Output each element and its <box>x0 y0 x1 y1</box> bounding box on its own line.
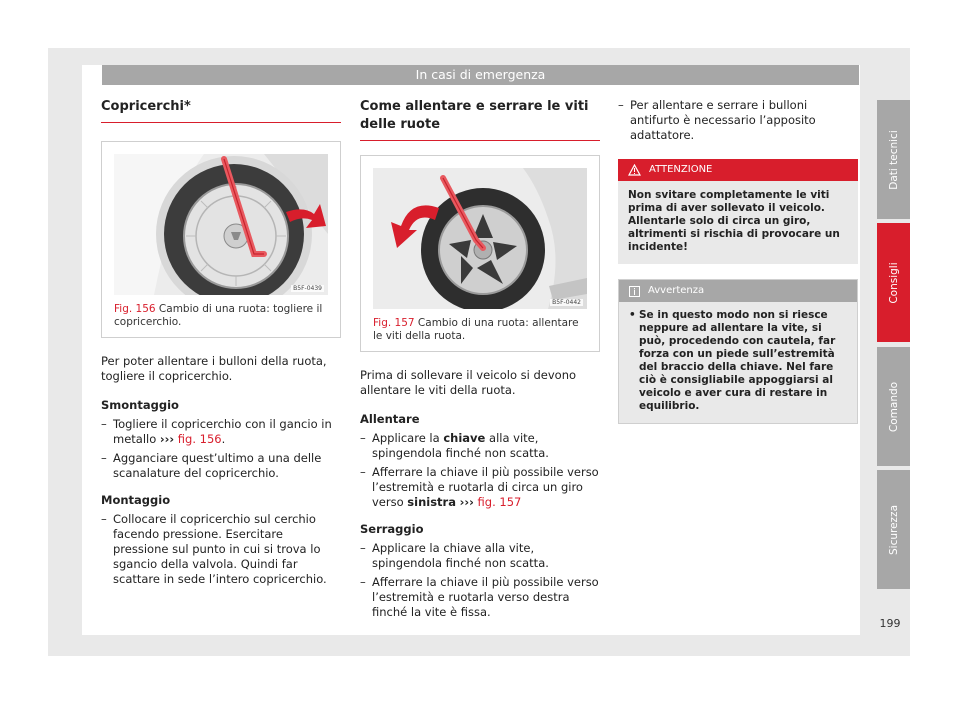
info-icon <box>629 286 640 297</box>
step-text: Applicare la <box>372 431 440 445</box>
note-box <box>618 279 858 424</box>
montaggio-steps <box>101 512 341 587</box>
list-item: – Afferrare la chiave il più possibile verso l’estremità e ruotarla verso destra finché la vite è fissa. <box>360 575 600 620</box>
warning-triangle-icon <box>628 164 641 176</box>
allentare-steps <box>360 431 600 510</box>
serraggio-steps <box>360 541 600 620</box>
note-text-block <box>619 302 857 423</box>
chapter-header: In casi di emergenza <box>102 65 859 85</box>
column-notes <box>618 98 858 424</box>
figure-link[interactable] <box>460 495 522 509</box>
page-number: 199 <box>879 617 901 630</box>
warning-box <box>618 159 858 264</box>
list-item <box>360 431 600 461</box>
figure-number: Fig. 157 <box>373 317 415 329</box>
list-item <box>101 417 341 447</box>
reference-arrows: ››› <box>459 495 474 509</box>
smontaggio-steps <box>101 417 341 481</box>
warning-header <box>618 159 858 181</box>
tab-label: Comando <box>887 381 900 432</box>
intro-paragraph: Prima di sollevare il veicolo si devono allentare le viti della ruota. <box>360 368 577 397</box>
tab-comando[interactable] <box>877 347 910 466</box>
step-bold: chiave <box>443 431 486 445</box>
hubcap-removal-illustration <box>114 154 328 295</box>
figure-156 <box>101 141 341 338</box>
note-header <box>619 280 857 302</box>
step-end: . <box>221 432 226 446</box>
section-title-copricerchi: Copricerchi* <box>101 98 341 123</box>
step-bold: sinistra <box>407 495 456 509</box>
step-text: Afferrare la chiave il più possibile verso l’estremità e ruotarla di circa un giro verso <box>372 465 599 509</box>
adapter-step <box>618 98 858 143</box>
figure-number: Fig. 156 <box>114 303 156 315</box>
column-copricerchi <box>101 98 341 587</box>
heading-montaggio: Montaggio <box>101 493 171 507</box>
list-item: – Per allentare e serrare i bulloni antifurto è necessario l’apposito adattatore. <box>618 98 858 143</box>
list-item: – Applicare la chiave alla vite, spingendola finché non scatta. <box>360 541 600 571</box>
list-item <box>360 465 600 510</box>
section-title-viti: Come allentare e serrare le viti delle ruote <box>360 98 600 141</box>
figure-157 <box>360 155 600 352</box>
intro-paragraph: Per poter allentare i bulloni della ruota, togliere il copricerchio. <box>101 354 327 383</box>
heading-smontaggio: Smontaggio <box>101 398 179 412</box>
figure-code: B5F-0439 <box>293 285 322 292</box>
tab-label: Consigli <box>887 261 900 304</box>
warning-text: Non svitare completamente le viti prima di aver sollevato il veicolo. Allentarle solo di circa un giro, altrimenti si rischia di provocare un incidente! <box>628 189 840 253</box>
figure-reference: fig. 156 <box>177 432 222 446</box>
warning-label: ATTENZIONE <box>649 164 713 175</box>
figure-caption <box>102 295 340 337</box>
figure-caption-text: Cambio di una ruota: togliere il copricerchio. <box>114 303 323 328</box>
step-text: Togliere il copricerchio con il gancio in metallo <box>113 417 332 446</box>
step-text: alla vite, spingendola finché non scatta. <box>372 431 549 460</box>
heading-allentare: Allentare <box>360 412 420 426</box>
tab-label: Dati tecnici <box>887 129 900 190</box>
tab-consigli[interactable] <box>877 223 910 342</box>
list-item: – Collocare il copricerchio sul cerchio facendo pressione. Esercitare pressione sul punto in cui si trova lo sgancio della valvola. Quindi far scattare in sede l’intero copricerchio. <box>101 512 341 587</box>
note-text: Se in questo modo non si riesce neppure ad allentare la vite, si può, procedendo con cautela, far forza con un piede sull’estremità del braccio della chiave. Nel fare ciò è consigliabile appoggiarsi al veicolo e aver cura di restare in equilibrio. <box>639 309 836 412</box>
figure-caption <box>361 309 599 351</box>
heading-serraggio: Serraggio <box>360 522 424 536</box>
figure-reference: fig. 157 <box>477 495 522 509</box>
bullet: • <box>629 309 636 321</box>
list-item: – Agganciare quest’ultimo a una delle scanalature del copricerchio. <box>101 451 341 481</box>
column-viti-ruote <box>360 98 600 620</box>
tab-dati-tecnici[interactable] <box>877 100 910 219</box>
note-label: Avvertenza <box>648 285 705 296</box>
wheel-bolt-illustration <box>373 168 587 309</box>
tab-sicurezza[interactable] <box>877 470 910 589</box>
reference-arrows: ››› <box>159 432 175 446</box>
figure-caption-text: Cambio di una ruota: allentare le viti della ruota. <box>373 317 579 342</box>
figure-link[interactable] <box>160 432 222 446</box>
figure-code: B5F-0442 <box>552 299 581 306</box>
tab-label: Sicurezza <box>887 504 900 555</box>
